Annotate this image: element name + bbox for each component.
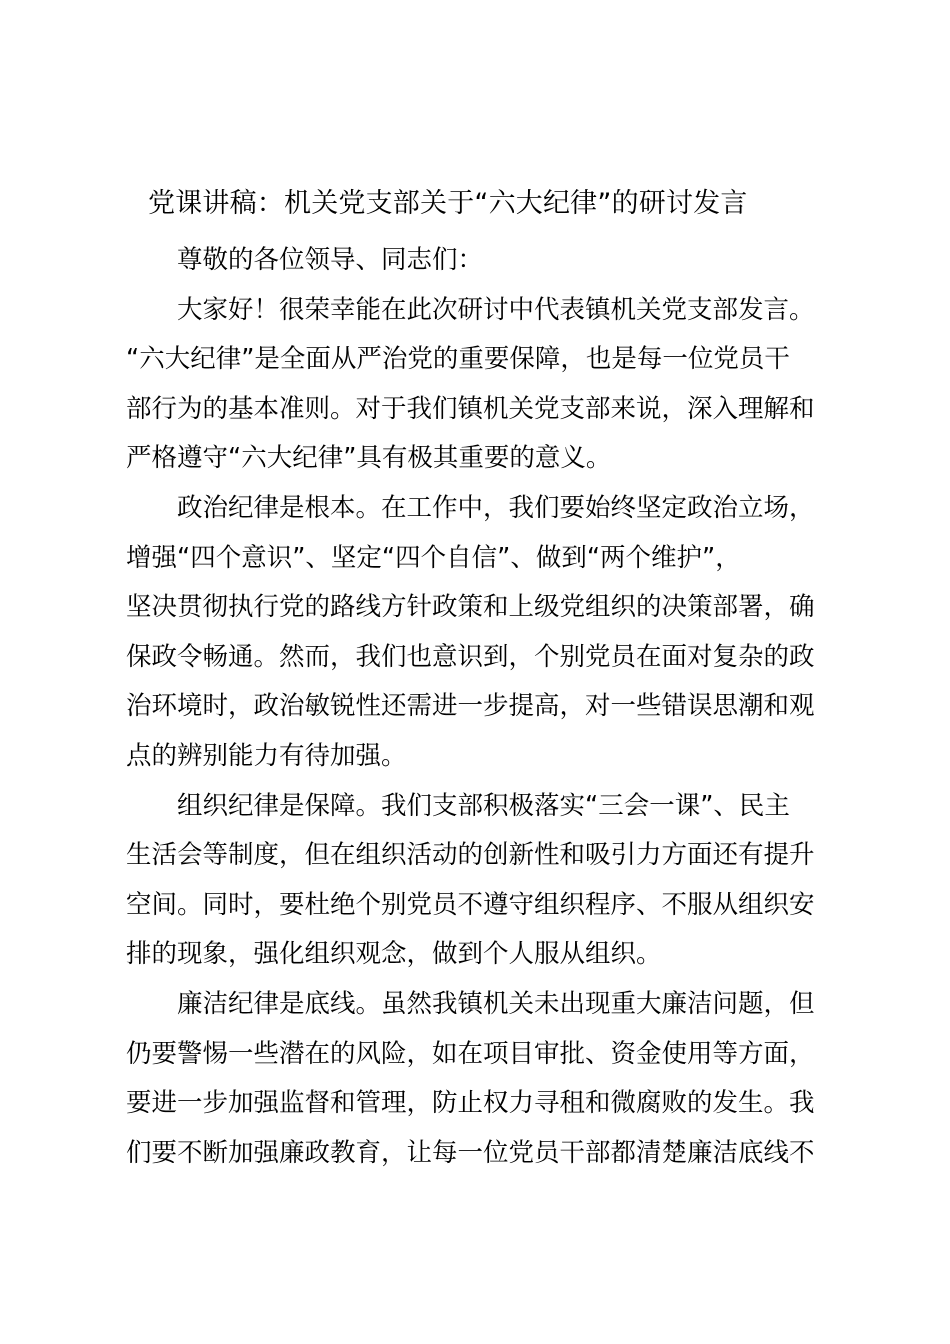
- paragraph-line: 保政令畅通。然而，我们也意识到，个别党员在面对复杂的政: [126, 641, 815, 672]
- paragraph-line: 坚决贯彻执行党的路线方针政策和上级党组织的决策部署，确: [126, 592, 815, 623]
- paragraph-1: [126, 286, 834, 484]
- salutation: [126, 236, 834, 286]
- salutation-line: 尊敬的各位领导、同志们：: [177, 245, 484, 275]
- paragraph-3: [126, 782, 834, 980]
- paragraph-line: 大家好！很荣幸能在此次研讨中代表镇机关党支部发言。: [177, 294, 815, 325]
- paragraph-line: 政治纪律是根本。在工作中，我们要始终坚定政治立场，: [177, 492, 815, 523]
- paragraph-4: [126, 980, 834, 1178]
- paragraph-line: 治环境时，政治敏锐性还需进一步提高，对一些错误思潮和观: [126, 691, 815, 722]
- paragraph-2: [126, 484, 834, 782]
- document-body: [126, 236, 834, 1178]
- paragraph-line: 严格遵守“六大纪律”具有极其重要的意义。: [126, 443, 612, 474]
- paragraph-line: 们要不断加强廉政教育，让每一位党员干部都清楚廉洁底线不: [126, 1137, 815, 1168]
- paragraph-line: 廉洁纪律是底线。虽然我镇机关未出现重大廉洁问题，但: [177, 988, 815, 1019]
- paragraph-line: 要进一步加强监督和管理，防止权力寻租和微腐败的发生。我: [126, 1088, 815, 1119]
- paragraph-line: 组织纪律是保障。我们支部积极落实“三会一课”、民主: [177, 790, 790, 821]
- paragraph-line: 增强“四个意识”、坚定“四个自信”、做到“两个维护”，: [126, 542, 741, 573]
- paragraph-line: 空间。同时，要杜绝个别党员不遵守组织程序、不服从组织安: [126, 889, 815, 920]
- paragraph-line: 部行为的基本准则。对于我们镇机关党支部来说，深入理解和: [126, 393, 815, 424]
- paragraph-line: 点的辨别能力有待加强。: [126, 740, 407, 771]
- paragraph-line: “六大纪律”是全面从严治党的重要保障，也是每一位党员干: [126, 344, 790, 375]
- paragraph-line: 仍要警惕一些潜在的风险，如在项目审批、资金使用等方面，: [126, 1038, 815, 1069]
- document-title: 党课讲稿：机关党支部关于“六大纪律”的研讨发言: [148, 188, 748, 219]
- paragraph-line: 生活会等制度，但在组织活动的创新性和吸引力方面还有提升: [126, 840, 815, 871]
- paragraph-line: 排的现象，强化组织观念，做到个人服从组织。: [126, 939, 662, 970]
